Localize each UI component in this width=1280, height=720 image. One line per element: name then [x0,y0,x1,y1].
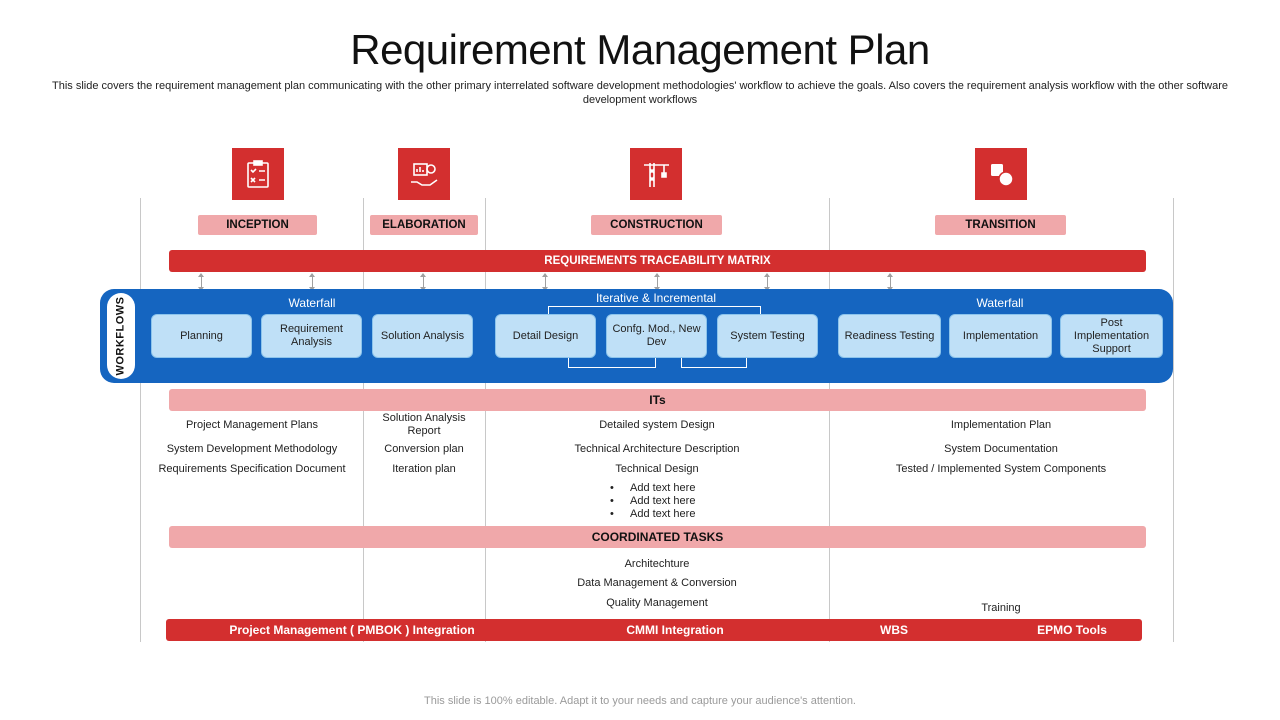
integration-bar [166,619,1142,641]
page-title: Requirement Management Plan [350,26,930,73]
bullet-item: • Add text here [608,508,695,521]
crane-icon [630,148,682,200]
double-arrow-icon [890,274,891,290]
its-elaboration-item: Solution Analysis Report [382,412,466,437]
money-hand-icon [398,148,450,200]
its-inception-item: Requirements Specification Document [158,463,346,475]
footer-note: This slide is 100% editable. Adapt it to your needs and capture your audience's attention. [424,695,856,707]
iteration-bracket-top [548,306,761,314]
workflow-step-system-testing: System Testing [717,314,818,358]
workflow-step-solution-analysis: Solution Analysis [372,314,473,358]
column-divider [140,198,141,642]
construction-bullet-list [608,482,695,521]
double-arrow-icon [201,274,202,290]
phase-label-inception: INCEPTION [198,215,317,235]
page-subtitle: This slide covers the requirement management plan communicating with the other primary interrelated software development methodologies' workflow to achieve the goals. Also covers the requirement analysis workflow with the other software development workflows [51,80,1228,106]
phase-label-construction: CONSTRUCTION [591,215,722,235]
workflow-group-label: Iterative & Incremental [595,291,717,305]
its-transition-item: Implementation Plan [950,419,1052,431]
its-transition-item: System Documentation [944,443,1058,455]
iteration-loop-bottom [568,358,656,368]
bullet-item: • Add text here [608,482,695,495]
integration-cmmi: CMMI Integration [626,623,724,637]
its-construction-item: Technical Design [615,463,699,475]
workflow-group-label: Waterfall [976,296,1024,310]
workflow-group-label: Waterfall [288,296,336,310]
its-elaboration-item: Conversion plan [384,443,464,455]
integration-pmbok: Project Management ( PMBOK ) Integration [229,623,475,637]
its-construction-item: Detailed system Design [599,419,715,431]
integration-wbs: WBS [880,623,908,637]
checklist-icon [232,148,284,200]
double-arrow-icon [767,274,768,290]
workflow-step-post-implementation: Post Implementation Support [1060,314,1163,358]
workflow-step-implementation: Implementation [949,314,1052,358]
column-divider [1173,198,1174,642]
integration-epmo-tools: EPMO Tools [1037,623,1107,637]
its-transition-item: Tested / Implemented System Components [895,463,1107,475]
its-bar: ITs [169,389,1146,411]
double-arrow-icon [312,274,313,290]
workflows-label-text: WORKFLOWS [115,296,128,376]
double-arrow-icon [545,274,546,290]
iteration-loop-bottom [681,358,747,368]
shapes-icon [975,148,1027,200]
coordinated-construction-item: Quality Management [606,597,708,609]
coordinated-transition-item: Training [981,602,1021,614]
workflow-step-confg-mod: Confg. Mod., New Dev [606,314,707,358]
workflow-step-readiness-testing: Readiness Testing [838,314,941,358]
workflow-step-detail-design: Detail Design [495,314,596,358]
its-elaboration-item: Iteration plan [392,463,456,475]
double-arrow-icon [423,274,424,290]
coordinated-construction-item: Data Management & Conversion [577,577,737,589]
bullet-item: • Add text here [608,495,695,508]
double-arrow-icon [657,274,658,290]
workflows-label [107,293,135,379]
its-inception-item: System Development Methodology [166,443,338,455]
traceability-matrix-bar: REQUIREMENTS TRACEABILITY MATRIX [169,250,1146,272]
workflow-step-planning: Planning [151,314,252,358]
phase-label-transition: TRANSITION [935,215,1066,235]
its-construction-item: Technical Architecture Description [574,443,740,455]
phase-label-elaboration: ELABORATION [370,215,478,235]
its-inception-item: Project Management Plans [185,419,319,431]
coordinated-construction-item: Architechture [624,558,690,570]
workflow-step-requirement-analysis: Requirement Analysis [261,314,362,358]
coordinated-tasks-bar: COORDINATED TASKS [169,526,1146,548]
